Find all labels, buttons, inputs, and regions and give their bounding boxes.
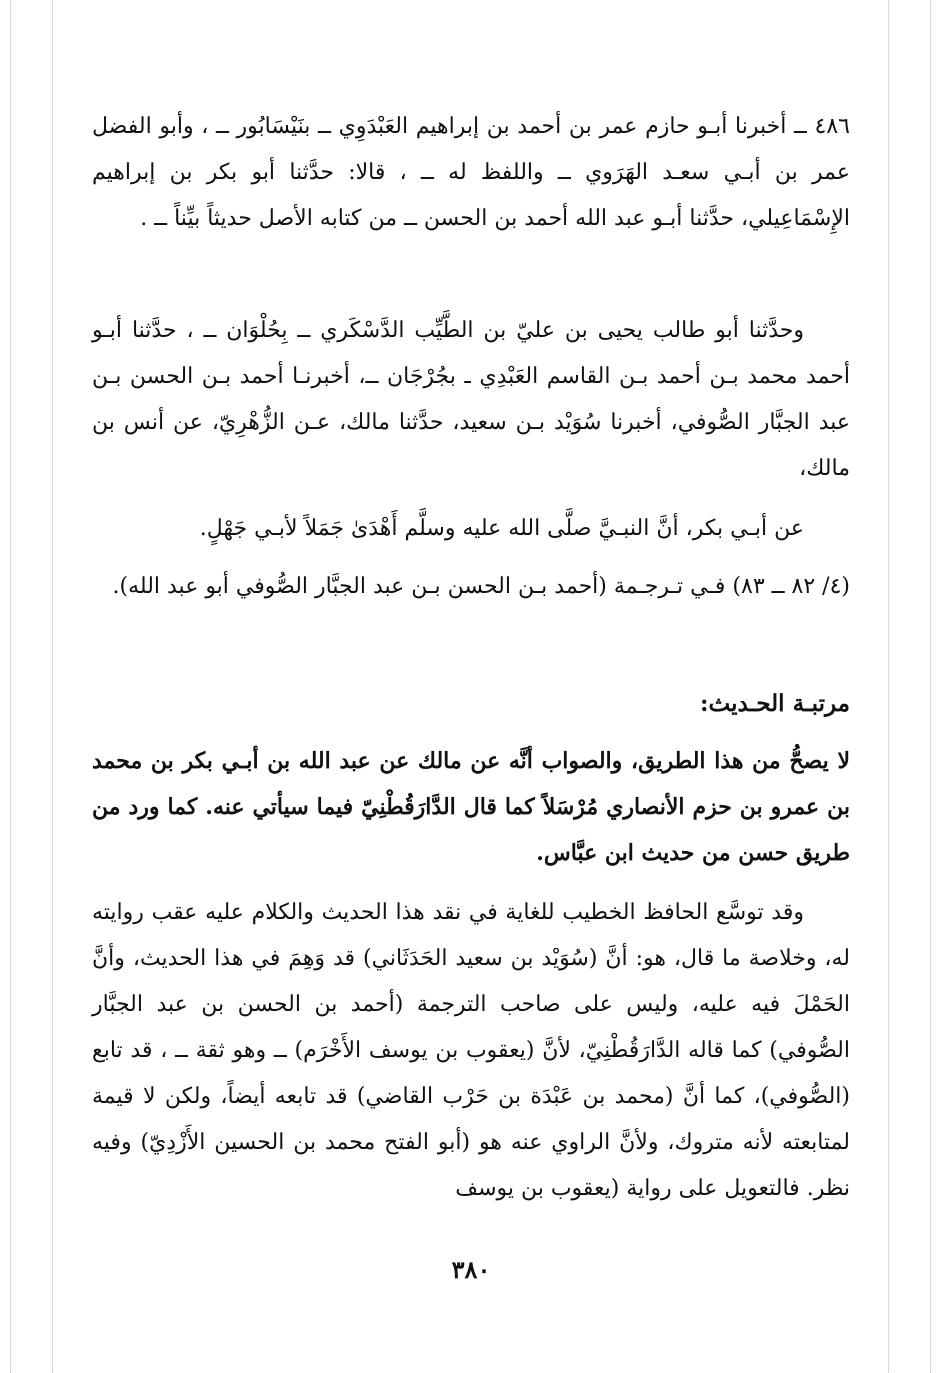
- hadith-486-chain-second: وحدَّثنا أبو طالب يحيى بن عليّ بن الطَّيِّب الدَّسْكَري ــ بِحُلْوَان ــ ، حدَّثنا أبـو أحمد محمد بـن أحمد بـن القاسم العَبْدِي ـ بجُرْجَان ــ، أخبرنـا أحمد بـن الحسن بـن عبد الجبَّار الصُّوفي، أخبرنا سُوَيْد بـن سعيد، حدَّثنا مالك، عـن الزُّهْرِيّ، عن أنس بن مالك،: [92, 318, 850, 481]
- page-number: ٣٨٠: [451, 1255, 491, 1284]
- scan-edge-rule-right: [930, 0, 931, 1373]
- hadith-486-source-reference: (٤/ ٨٢ ــ ٨٣) فـي تـرجـمة (أحمد بـن الحسن بـن عبد الجبَّار الصُّوفي أبو عبد الله).: [112, 574, 850, 599]
- hadith-grade-verdict: لا يصحُّ من هذا الطريق، والصواب أنَّه عن مالك عن عبد الله بن أبـي بكر بن محمد بن عمرو بن حزم الأنصاري مُرْسَلاً كما قال الدَّارَقُطْنِيّ فيما سيأتي عنه. كما ورد من طريق حسن من حديث ابن عبَّاس.: [92, 748, 850, 866]
- hadith-486-chain-first: ٤٨٦ ــ أخبرنا أبـو حازم عمر بن أحمد بن إبراهيم العَبْدَوِي ــ بنَيْسَابُور ــ ، وأبو الفضل عمر بن أبـي سعـد الهَرَوي ــ واللفظ له ــ ، قالا: حدَّثنا أبو بكر بن إبراهيم الإِسْمَاعِيلي، حدَّثنا أبـو عبد الله أحمد بن الحسن ــ من كتابه الأصل حديثاً بيِّناً ــ .: [92, 114, 850, 231]
- hadith-486-matn: عن أبـي بكر، أنَّ النبـيَّ صلَّى الله عليه وسلَّم أَهْدَىٰ جَمَلاً لأبـي جَهْلٍ.: [199, 516, 804, 541]
- hadith-grade-discussion: وقد توسَّع الحافظ الخطيب للغاية في نقد هذا الحديث والكلام عليه عقب روايته له، وخلاصة ما قال، هو: أنَّ (سُوَيْد بن سعيد الحَدَثَاني) قد وَهِمَ في هذا الحديث، وأنَّ الحَمْلَ فيه عليه، وليس على صاحب الترجمة (أحمد بن الحسن بن عبد الجبَّار الصُّوفي) كما قاله الدَّارَقُطْنِيّ، لأنَّ (يعقوب بن يوسف الأَخْرَم) ــ وهو ثقة ــ ، قد تابع (الصُّوفي)، كما أنَّ (محمد بن عَبْدَة بن حَرْب القاضي) قد تابعه أيضاً، ولكن لا قيمة لمتابعته لأنه متروك، ولأنَّ الراوي عنه هو (أبو الفتح محمد بن الحسين الأَزْدِيّ) وفيه نظر. فالتعويل على رواية (يعقوب بن يوسف: [92, 900, 850, 1201]
- section-heading-hadith-grade: مرتبـة الحـديث:: [700, 690, 850, 717]
- scan-edge-rule-left-inner: [52, 0, 53, 1373]
- scan-edge-rule-right-inner: [888, 0, 889, 1373]
- scan-edge-rule-left: [10, 0, 11, 1373]
